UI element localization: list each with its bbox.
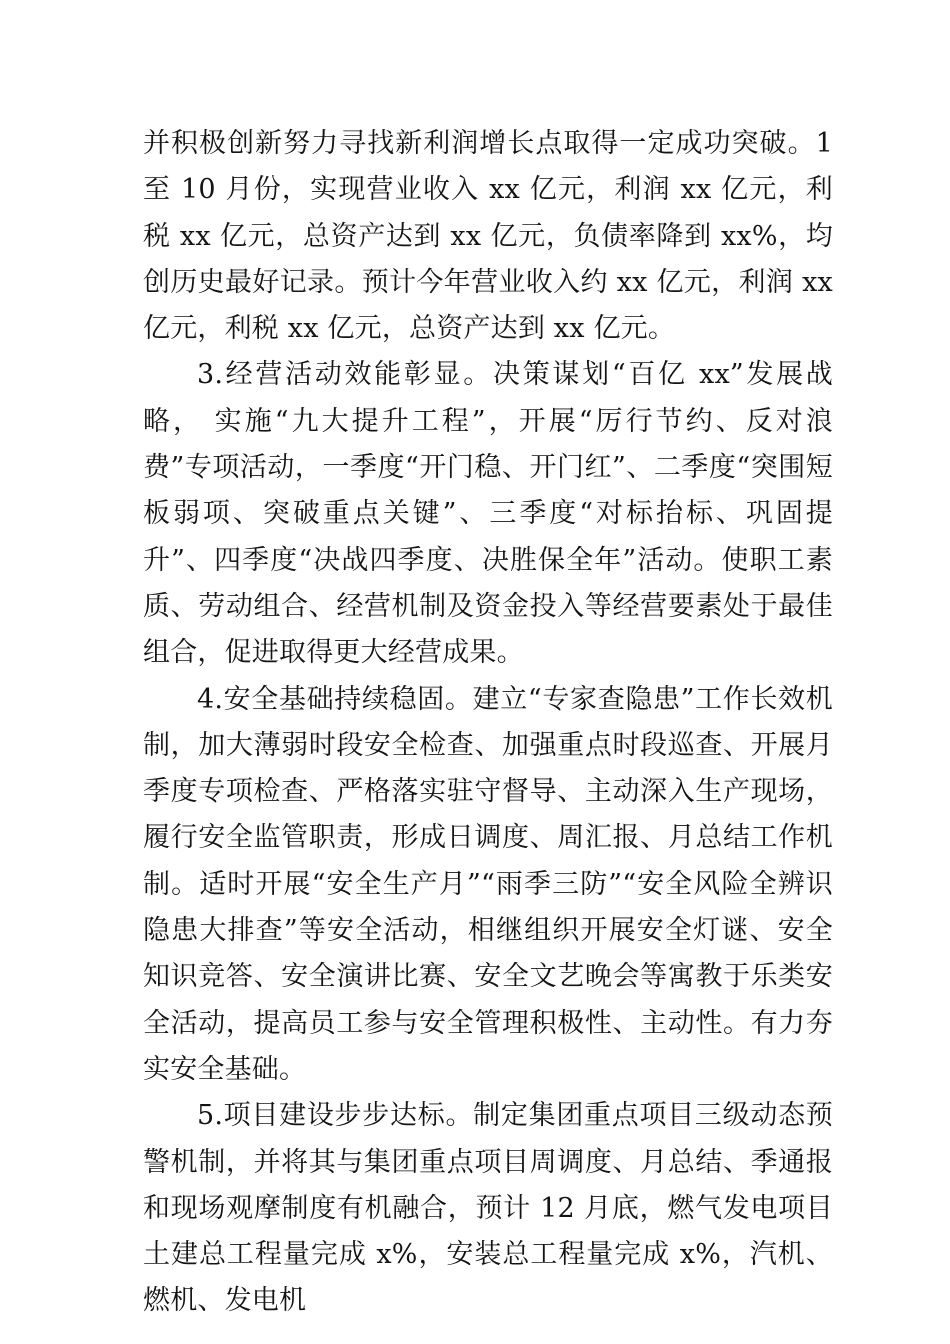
paragraph-3-operations: 3.经营活动效能彰显。决策谋划“百亿 xx”发展战略， 实施“九大提升工程”，开展“厉行节约、反对浪费”专项活动，一季度“开门稳、开门红”、二季度“突围短板弱项、突破重点关键”、三季度“对标抬标、巩固提升”、四季度“决战四季度、决胜保全年”活动。使职工素质、劳动组合、经营机制及资金投入等经营要素处于最佳组合，促进取得更大经营成果。 xyxy=(143,359,833,669)
paragraph-5-projects: 5.项目建设步步达标。制定集团重点项目三级动态预警机制，并将其与集团重点项目周调度、月总结、季通报和现场观摩制度有机融合，预计 12 月底，燃气发电项目土建总工程量完成 x%，安装总工程量完成 x%，汽机、燃机、发电机 xyxy=(143,1100,833,1317)
paragraph-continued: 并积极创新努力寻找新利润增长点取得一定成功突破。1 至 10 月份，实现营业收入 xx 亿元，利润 xx 亿元，利税 xx 亿元，总资产达到 xx 亿元，负债率降到 xx%，均创历史最好记录。预计今年营业收入约 xx 亿元，利润 xx 亿元，利税 xx 亿元，总资产达到 xx 亿元。 xyxy=(143,128,833,345)
paragraph-4-safety: 4.安全基础持续稳固。建立“专家查隐患”工作长效机制，加大薄弱时段安全检查、加强重点时段巡查、开展月季度专项检查、严格落实驻守督导、主动深入生产现场，履行安全监管职责，形成日调度、周汇报、月总结工作机制。适时开展“安全生产月”“雨季三防”“安全风险全辨识隐患大排查”等安全活动，相继组织开展安全灯谜、安全知识竞答、安全演讲比赛、安全文艺晚会等寓教于乐类安全活动，提高员工参与安全管理积极性、主动性。有力夯实安全基础。 xyxy=(143,683,833,1085)
document-body xyxy=(143,121,833,1325)
